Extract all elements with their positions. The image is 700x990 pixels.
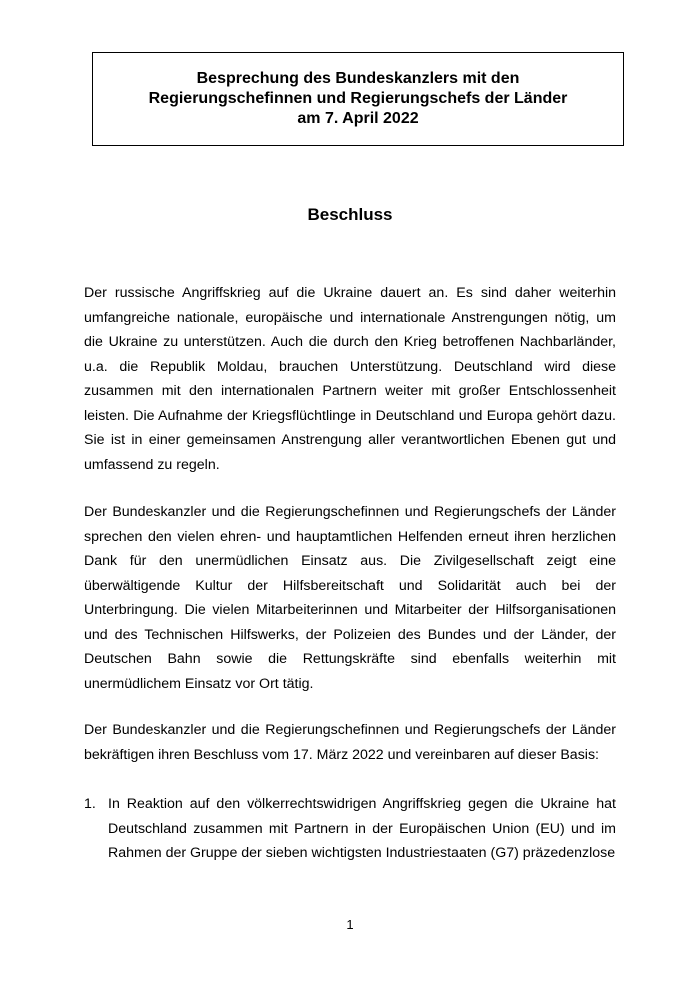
list-item-1	[84, 792, 616, 866]
page-number: 1	[346, 917, 354, 932]
header-line-3: am 7. April 2022	[297, 110, 419, 127]
header-line-1: Besprechung des Bundeskanzlers mit den	[196, 70, 520, 87]
paragraph-2: Der Bundeskanzler und die Regierungschefinnen und Regierungschefs der Länder sprechen den vielen ehren- und hauptamtlichen Helfenden erneut ihren herzlichen Dank für den unermüdlichen Einsatz aus. Die Zivilgesellschaft zeigt eine überwältigende Kultur der Hilfsbereitschaft und Solidarität auch bei der Unterbringung. Die vielen Mitarbeiterinnen und Mitarbeiter der Hilfsorganisationen und des Technischen Hilfswerks, der Polizeien des Bundes und der Länder, der Deutschen Bahn sowie die Rettungskräfte sind ebenfalls weiterhin mit unermüdlichem Einsatz vor Ort tätig.	[84, 504, 616, 692]
list-item-text: In Reaktion auf den völkerrechtswidrigen Angriffskrieg gegen die Ukraine hat Deutschland zusammen mit Partnern in der Europäischen Union (EU) und im Rahmen der Gruppe der sieben wichtigsten Industriestaaten (G7) präzedenzlose	[108, 796, 616, 861]
header-line-2: Regierungschefinnen und Regierungschefs der Länder	[148, 90, 568, 107]
paragraph-1: Der russische Angriffskrieg auf die Ukraine dauert an. Es sind daher weiterhin umfangreiche nationale, europäische und internationale Anstrengungen nötig, um die Ukraine zu unterstützen. Auch die durch den Krieg betroffenen Nachbarländer, u.a. die Republik Moldau, brauchen Unterstützung. Deutschland wird diese zusammen mit den internationalen Partnern weiter mit großer Entschlossenheit leisten. Die Aufnahme der Kriegsflüchtlinge in Deutschland und Europa gehört dazu. Sie ist in einer gemeinsamen Anstrengung aller verantwortlichen Ebenen gut und umfassend zu regeln.	[84, 285, 616, 473]
paragraph-3: Der Bundeskanzler und die Regierungschefinnen und Regierungschefs der Länder bekräftigen ihren Beschluss vom 17. März 2022 und vereinbaren auf dieser Basis:	[84, 722, 616, 763]
document-header-box	[92, 52, 624, 146]
list-item-number: 1.	[84, 796, 96, 812]
document-title: Beschluss	[307, 205, 393, 224]
